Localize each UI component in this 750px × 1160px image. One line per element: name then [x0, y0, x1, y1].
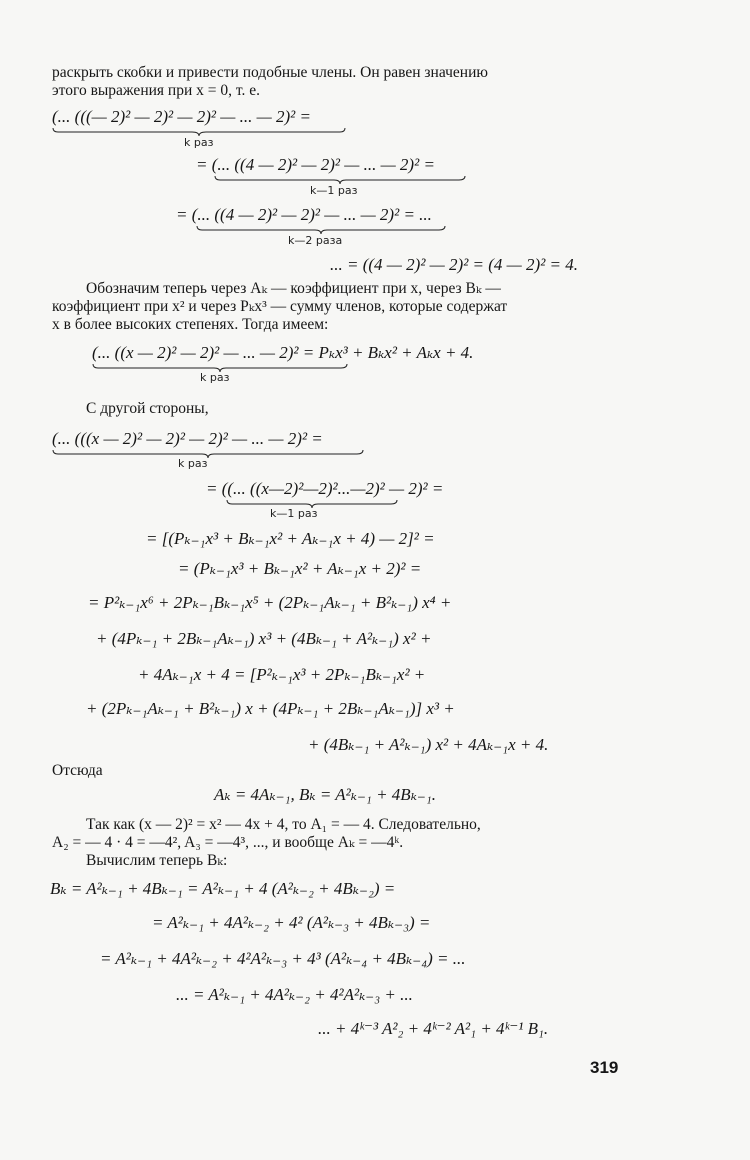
text-line: Так как (x — 2)² = x² — 4x + 4, то A₁ = — 4. Следовательно, [86, 816, 481, 833]
formula-line: ... = ((4 — 2)² — 2)² = (4 — 2)² = 4. [330, 255, 579, 274]
page-number: 319 [590, 1058, 619, 1077]
underbrace-label: k—1 раз [310, 184, 358, 197]
formula-line: (... (((x — 2)² — 2)² — 2)² — ... — 2)² = [52, 429, 323, 448]
text-line: Отсюда [52, 762, 103, 779]
text-line: Вычислим теперь Bₖ: [86, 852, 228, 869]
underbrace-label: k—1 раз [270, 507, 318, 520]
underbrace [52, 450, 364, 458]
underbrace [214, 176, 466, 184]
formula-line: = (... ((4 — 2)² — 2)² — ... — 2)² = ... [176, 205, 432, 224]
formula-line: + (4Bₖ₋₁ + A²ₖ₋₁) x² + 4Aₖ₋₁x + 4. [308, 735, 549, 754]
text-line: x в более высоких степенях. Тогда имеем: [52, 316, 329, 333]
text-line: С другой стороны, [86, 400, 209, 417]
formula-line: (... ((x — 2)² — 2)² — ... — 2)² = Pₖx³ + Bₖx² + Aₖx + 4. [92, 343, 474, 362]
underbrace-label: k—2 раза [288, 234, 343, 247]
formula-line: = A²ₖ₋₁ + 4A²ₖ₋₂ + 4²A²ₖ₋₃ + 4³ (A²ₖ₋₄ + 4Bₖ₋₄) = ... [100, 949, 466, 968]
formula-line: (... (((— 2)² — 2)² — 2)² — ... — 2)² = [52, 107, 311, 126]
formula-line: = A²ₖ₋₁ + 4A²ₖ₋₂ + 4² (A²ₖ₋₃ + 4Bₖ₋₃) = [152, 913, 431, 932]
formula-line: = P²ₖ₋₁x⁶ + 2Pₖ₋₁Bₖ₋₁x⁵ + (2Pₖ₋₁Aₖ₋₁ + B²ₖ₋₁) x⁴ + [88, 593, 452, 612]
formula-line: ... = A²ₖ₋₁ + 4A²ₖ₋₂ + 4²A²ₖ₋₃ + ... [176, 985, 413, 1004]
formula-line: + (4Pₖ₋₁ + 2Bₖ₋₁Aₖ₋₁) x³ + (4Bₖ₋₁ + A²ₖ₋₁) x² + [96, 629, 432, 648]
underbrace [196, 226, 446, 234]
formula-line: ... + 4ᵏ⁻³ A²₂ + 4ᵏ⁻² A²₁ + 4ᵏ⁻¹ B₁. [318, 1019, 549, 1038]
underbrace-label: k раз [184, 136, 214, 149]
formula-line: Aₖ = 4Aₖ₋₁, Bₖ = A²ₖ₋₁ + 4Bₖ₋₁. [214, 785, 437, 804]
formula-line: + 4Aₖ₋₁x + 4 = [P²ₖ₋₁x³ + 2Pₖ₋₁Bₖ₋₁x² + [138, 665, 426, 684]
formula-line: = ((... ((x—2)²—2)²...—2)² — 2)² = [206, 479, 444, 498]
formula-line: = (Pₖ₋₁x³ + Bₖ₋₁x² + Aₖ₋₁x + 2)² = [178, 559, 422, 578]
text-line: раскрыть скобки и привести подобные члены. Он равен значению [52, 64, 488, 81]
formula-line: = [(Pₖ₋₁x³ + Bₖ₋₁x² + Aₖ₋₁x + 4) — 2]² = [146, 529, 435, 548]
text-line: Обозначим теперь через Aₖ — коэффициент при x, через Bₖ — [86, 280, 501, 297]
text-line: A₂ = — 4 · 4 = —4², A₃ = —4³, ..., и вообще Aₖ = —4ᵏ. [52, 834, 404, 851]
underbrace [52, 128, 346, 136]
underbrace-label: k раз [200, 371, 230, 384]
formula-line: = (... ((4 — 2)² — 2)² — ... — 2)² = [196, 155, 435, 174]
formula-line: Bₖ = A²ₖ₋₁ + 4Bₖ₋₁ = A²ₖ₋₁ + 4 (A²ₖ₋₂ + 4Bₖ₋₂) = [50, 879, 396, 898]
text-line: этого выражения при x = 0, т. е. [52, 82, 260, 99]
underbrace-label: k раз [178, 457, 208, 470]
formula-line: + (2Pₖ₋₁Aₖ₋₁ + B²ₖ₋₁) x + (4Pₖ₋₁ + 2Bₖ₋₁Aₖ₋₁)] x³ + [86, 699, 455, 718]
text-line: коэффициент при x² и через Pₖx³ — сумму членов, которые содержат [52, 298, 508, 315]
